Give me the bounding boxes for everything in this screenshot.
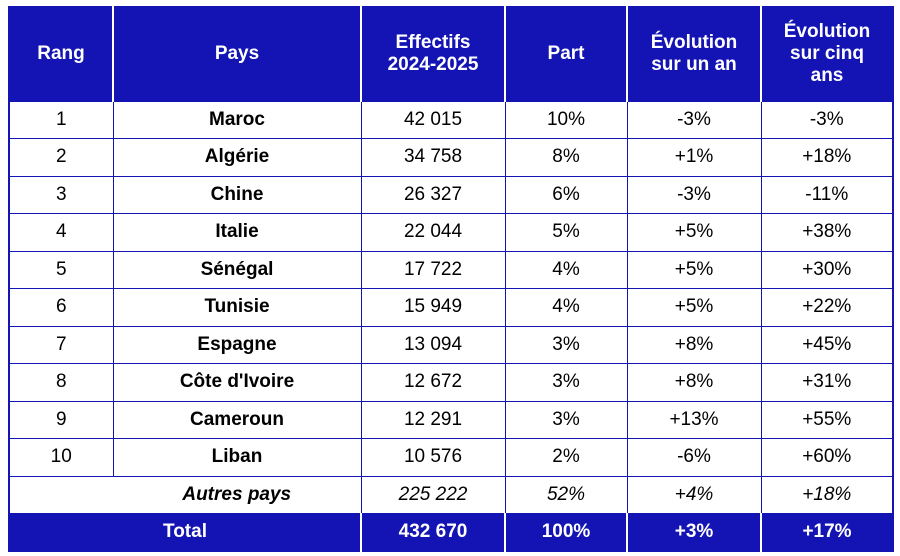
cell-pays: Algérie <box>113 139 361 177</box>
cell-effectifs: 12 291 <box>361 401 505 439</box>
cell-rang: 5 <box>9 251 113 289</box>
cell-evolution-un-an: +13% <box>627 401 761 439</box>
column-header-part <box>505 7 627 101</box>
header-row <box>9 7 893 101</box>
cell-evolution-un-an: -3% <box>627 176 761 214</box>
column-header-effectifs-line1: Effectifs <box>395 31 471 53</box>
cell-rang: 10 <box>9 439 113 477</box>
cell-evolution-cinq-ans: +22% <box>761 289 893 327</box>
table-row <box>9 214 893 252</box>
cell-part: 5% <box>505 214 627 252</box>
cell-effectifs: 26 327 <box>361 176 505 214</box>
column-header-evolution-un-an-line1: Évolution <box>650 31 738 53</box>
cell-rang: 6 <box>9 289 113 327</box>
cell-part: 8% <box>505 139 627 177</box>
cell-evolution-un-an: +1% <box>627 139 761 177</box>
cell-total-evolution-cinq-ans: +17% <box>761 514 893 552</box>
column-header-evolution-cinq-ans <box>761 7 893 101</box>
column-header-part-label: Part <box>547 43 585 65</box>
column-header-effectifs-line2: 2024-2025 <box>387 54 479 76</box>
table-body <box>9 101 893 551</box>
cell-part: 10% <box>505 101 627 139</box>
cell-rang: 2 <box>9 139 113 177</box>
cell-evolution-cinq-ans: +45% <box>761 326 893 364</box>
cell-evolution-un-an: +4% <box>627 476 761 514</box>
cell-rang: 7 <box>9 326 113 364</box>
table-row <box>9 251 893 289</box>
cell-rang: 4 <box>9 214 113 252</box>
cell-effectifs: 34 758 <box>361 139 505 177</box>
cell-part: 4% <box>505 289 627 327</box>
cell-evolution-cinq-ans: +31% <box>761 364 893 402</box>
table-row-autres-pays <box>9 476 893 514</box>
cell-effectifs: 17 722 <box>361 251 505 289</box>
column-header-evolution-cinq-ans-line2: sur cinq <box>790 43 864 65</box>
column-header-rang <box>9 7 113 101</box>
cell-rang: 1 <box>9 101 113 139</box>
cell-rang: 8 <box>9 364 113 402</box>
cell-part: 3% <box>505 401 627 439</box>
cell-evolution-cinq-ans: +30% <box>761 251 893 289</box>
cell-total-part: 100% <box>505 514 627 552</box>
cell-autres-pays-label: Autres pays <box>113 476 361 514</box>
column-header-pays-label: Pays <box>214 43 260 65</box>
cell-rang-empty <box>9 476 113 514</box>
table-row <box>9 326 893 364</box>
table-row <box>9 176 893 214</box>
column-header-pays <box>113 7 361 101</box>
cell-evolution-un-an: +5% <box>627 251 761 289</box>
column-header-evolution-un-an <box>627 7 761 101</box>
column-header-evolution-cinq-ans-line3: ans <box>810 65 844 87</box>
table-row <box>9 289 893 327</box>
table-row <box>9 401 893 439</box>
cell-part: 2% <box>505 439 627 477</box>
cell-pays: Maroc <box>113 101 361 139</box>
table-row <box>9 439 893 477</box>
cell-part: 6% <box>505 176 627 214</box>
cell-evolution-cinq-ans: -3% <box>761 101 893 139</box>
column-header-rang-label: Rang <box>37 43 85 65</box>
cell-evolution-cinq-ans: +18% <box>761 476 893 514</box>
column-header-effectifs <box>361 7 505 101</box>
column-header-evolution-cinq-ans-line1: Évolution <box>783 20 871 42</box>
table-row <box>9 364 893 402</box>
cell-evolution-un-an: +5% <box>627 289 761 327</box>
column-header-evolution-un-an-line2: sur un an <box>651 54 737 76</box>
cell-evolution-un-an: +8% <box>627 364 761 402</box>
cell-pays: Sénégal <box>113 251 361 289</box>
ranking-table <box>8 6 894 552</box>
table-row <box>9 139 893 177</box>
cell-evolution-cinq-ans: +18% <box>761 139 893 177</box>
cell-total-evolution-un-an: +3% <box>627 514 761 552</box>
cell-evolution-un-an: +5% <box>627 214 761 252</box>
cell-evolution-cinq-ans: +60% <box>761 439 893 477</box>
cell-pays: Chine <box>113 176 361 214</box>
cell-pays: Liban <box>113 439 361 477</box>
cell-effectifs: 10 576 <box>361 439 505 477</box>
cell-effectifs: 22 044 <box>361 214 505 252</box>
cell-pays: Côte d'Ivoire <box>113 364 361 402</box>
cell-evolution-cinq-ans: -11% <box>761 176 893 214</box>
cell-effectifs: 12 672 <box>361 364 505 402</box>
cell-pays: Tunisie <box>113 289 361 327</box>
cell-evolution-un-an: -6% <box>627 439 761 477</box>
table-header <box>9 7 893 101</box>
cell-total-label: Total <box>9 514 361 552</box>
cell-evolution-un-an: +8% <box>627 326 761 364</box>
table-row-total <box>9 514 893 552</box>
cell-total-effectifs: 432 670 <box>361 514 505 552</box>
cell-evolution-cinq-ans: +38% <box>761 214 893 252</box>
cell-evolution-un-an: -3% <box>627 101 761 139</box>
cell-part: 4% <box>505 251 627 289</box>
cell-part: 3% <box>505 364 627 402</box>
cell-rang: 9 <box>9 401 113 439</box>
cell-effectifs: 15 949 <box>361 289 505 327</box>
cell-part: 52% <box>505 476 627 514</box>
cell-pays: Cameroun <box>113 401 361 439</box>
cell-effectifs: 42 015 <box>361 101 505 139</box>
cell-rang: 3 <box>9 176 113 214</box>
cell-pays: Italie <box>113 214 361 252</box>
cell-pays: Espagne <box>113 326 361 364</box>
cell-effectifs: 13 094 <box>361 326 505 364</box>
table-row <box>9 101 893 139</box>
cell-effectifs: 225 222 <box>361 476 505 514</box>
cell-part: 3% <box>505 326 627 364</box>
cell-evolution-cinq-ans: +55% <box>761 401 893 439</box>
